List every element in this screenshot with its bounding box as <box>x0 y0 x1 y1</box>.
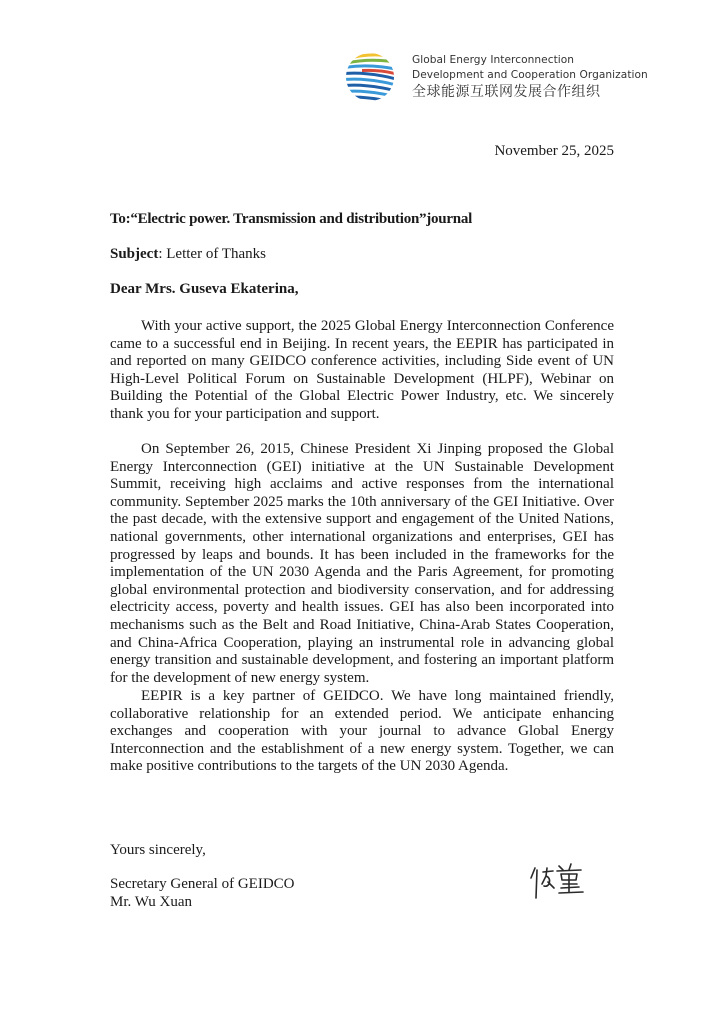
org-name-en-line1: Global Energy Interconnection <box>412 53 575 66</box>
body-paragraph-2: On September 26, 2015, Chinese President Xi Jinping proposed the Global Energy Interconnection (GEI) initiative at the UN Sustainable Development Summit, receiving high acclaims and active responses from the international community. September 2025 marks the 10th anniversary of the GEI Initiative. Over the past decade, with the extensive support and engagement of the United Nations, national governments, other international organizations and enterprises, GEI has progressed by leaps and bounds. It has been included in the frameworks for the implementation of the UN 2030 Agenda and the Paris Agreement, for promoting global environmental protection and biodiversity conservation, and for addressing electricity access, poverty and health issues. GEI has also been incorporated into mechanisms such as the Belt and Road Initiative, China-Arab States Cooperation, and China-Africa Cooperation, playing an instrumental role in advancing global energy transition and sustainable development, and fostering an important platform for the development of new energy system. <box>110 441 614 686</box>
subject-line <box>110 246 266 263</box>
letterhead <box>342 50 648 102</box>
letter-date: November 25, 2025 <box>494 143 614 159</box>
handwritten-signature-icon <box>527 858 587 902</box>
closing: Yours sincerely, <box>110 842 206 858</box>
org-name-en-line2: Development and Cooperation Organization <box>412 68 648 81</box>
organization-names <box>412 53 648 100</box>
subject-value: : Letter of Thanks <box>158 246 266 262</box>
recipient-line: To:“Electric power. Transmission and distribution”journal <box>110 211 473 227</box>
signer-title: Secretary General of GEIDCO <box>110 876 295 892</box>
subject-label: Subject <box>110 246 159 262</box>
body-paragraph-3: EEPIR is a key partner of GEIDCO. We have long maintained friendly, collaborative relationship for an extended period. We anticipate enhancing exchanges and cooperation with your journal to advance Global Energy Interconnection and the establishment of a new energy system. Together, we can make positive contributions to the targets of the UN 2030 Agenda. <box>110 688 614 775</box>
org-name-zh: 全球能源互联网发展合作组织 <box>412 83 601 100</box>
salutation: Dear Mrs. Guseva Ekaterina, <box>110 281 299 297</box>
signer-name: Mr. Wu Xuan <box>110 894 193 910</box>
globe-stripes-logo-icon <box>342 50 402 102</box>
body-paragraph-1: With your active support, the 2025 Global Energy Interconnection Conference came to a successful end in Beijing. In recent years, the EEPIR has participated in and reported on many GEIDCO conference activities, including Side event of UN High-Level Political Forum on Sustainable Development (HLPF), Webinar on Building the Potential of the Global Electric Power Industry, etc. We sincerely thank you for your participation and support. <box>110 318 614 422</box>
